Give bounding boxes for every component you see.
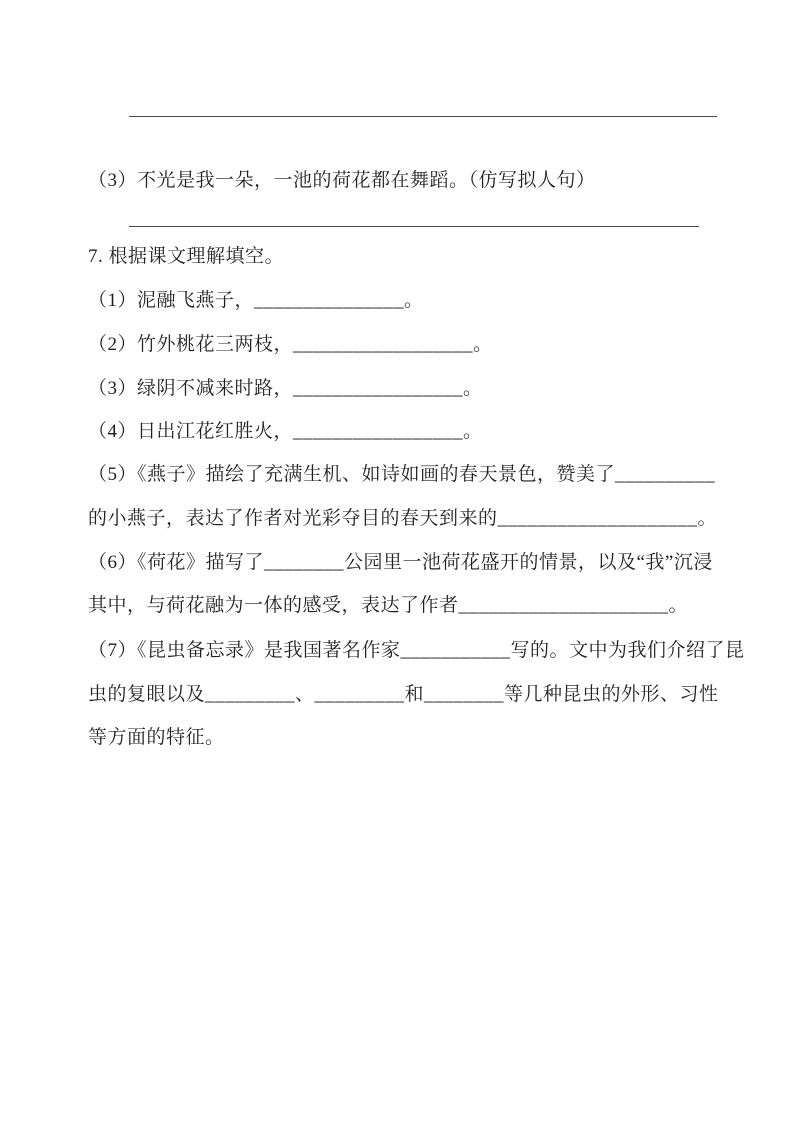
fill-item-5-line-1: （5）《燕子》描绘了充满生机、如诗如画的春天景色，赞美了__________ xyxy=(88,464,716,485)
fill-item-6-line-1: （6）《荷花》描写了________公园里一池荷花盛开的情景，以及“我”沉浸 xyxy=(88,552,713,573)
question-3-prompt: （3）不光是我一朵，一池的荷花都在舞蹈。（仿写拟人句） xyxy=(88,170,596,191)
fill-item-4: （4）日出江花红胜火，_________________。 xyxy=(88,421,483,442)
fill-item-7-line-2: 虫的复眼以及_________、_________和________等几种昆虫的外形、习性 xyxy=(88,684,719,705)
fill-item-7-line-1: （7）《昆虫备忘录》是我国著名作家___________写的。文中为我们介绍了昆 xyxy=(88,640,745,661)
fill-item-7-line-3: 等方面的特征。 xyxy=(88,727,225,748)
section-7-heading: 7. 根据课文理解填空。 xyxy=(88,246,285,267)
fill-item-1: （1）泥融飞燕子，_______________。 xyxy=(88,290,424,311)
fill-item-6-line-2: 其中，与荷花融为一体的感受，表达了作者_____________________。 xyxy=(88,595,689,616)
fill-item-5-line-2: 的小燕子，表达了作者对光彩夺目的春天到来的____________________。 xyxy=(88,508,718,529)
answer-line xyxy=(129,116,717,117)
fill-item-3: （3）绿阴不减来时路，_________________。 xyxy=(88,378,483,399)
fill-item-2: （2）竹外桃花三两枝，__________________。 xyxy=(88,334,493,355)
answer-line xyxy=(129,226,699,227)
